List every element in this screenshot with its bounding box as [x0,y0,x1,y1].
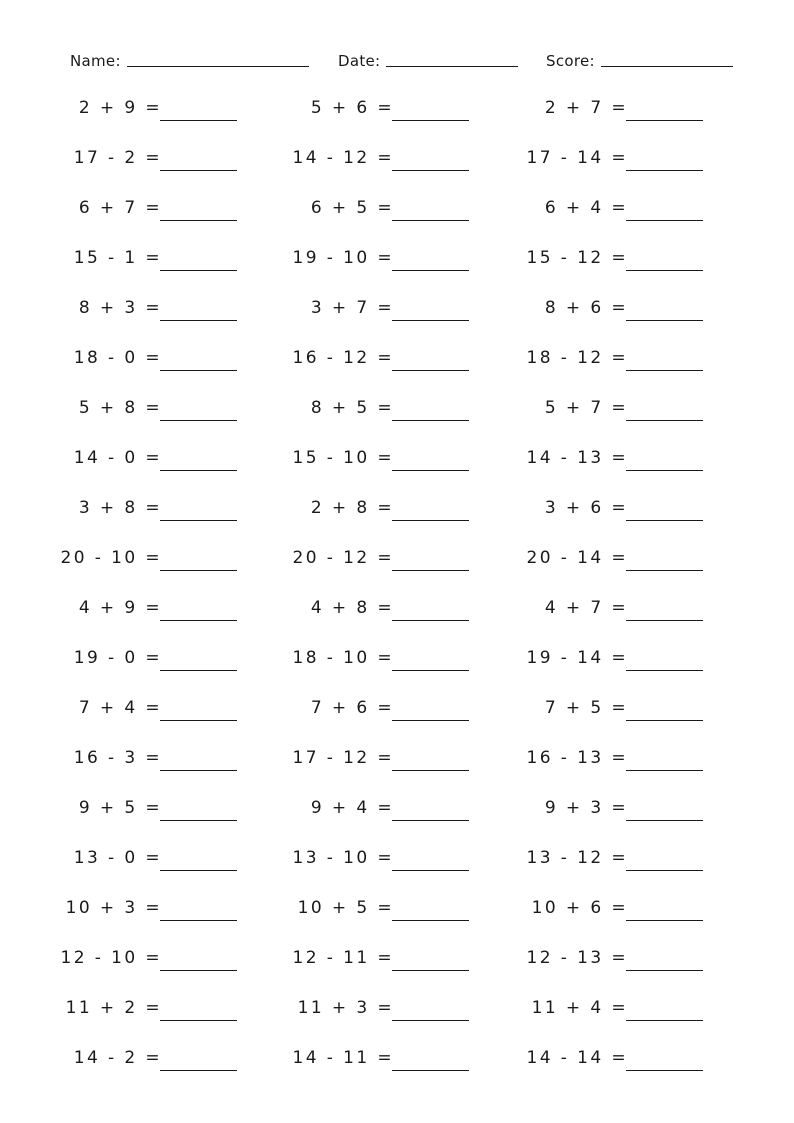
equation-text: 15 - 1 = [73,248,162,268]
answer-blank[interactable] [160,670,237,671]
equation-text: 14 - 13 = [526,448,628,468]
problem-row [68,392,308,442]
answer-blank[interactable] [626,670,703,671]
answer-blank[interactable] [626,170,703,171]
answer-blank[interactable] [626,620,703,621]
equation-text: 5 + 8 = [78,398,162,418]
problem-row [526,242,774,292]
equation-text: 18 - 12 = [526,348,628,368]
answer-blank[interactable] [626,270,703,271]
answer-blank[interactable] [626,420,703,421]
equation-text: 20 - 10 = [60,548,162,568]
equation-text: 16 - 3 = [73,748,162,768]
problem-row [526,142,774,192]
problem-row [297,992,540,1042]
equation-text: 3 + 7 = [310,298,394,318]
answer-blank[interactable] [392,570,469,571]
equation-text: 10 + 5 = [297,898,394,918]
problem-row [68,642,308,692]
answer-blank[interactable] [392,720,469,721]
date-blank-line[interactable] [386,66,518,67]
problem-row [68,492,308,542]
problem-row [292,342,540,392]
problem-row [534,692,774,742]
score-blank-line[interactable] [601,66,733,67]
equation-text: 13 - 0 = [73,848,162,868]
equation-text: 7 + 5 = [544,698,628,718]
answer-blank[interactable] [626,770,703,771]
equation-text: 18 - 0 = [73,348,162,368]
problem-row [68,442,308,492]
answer-blank[interactable] [392,470,469,471]
answer-blank[interactable] [392,620,469,621]
problem-row [60,942,308,992]
date-field[interactable] [338,48,518,70]
equation-text: 12 - 10 = [60,948,162,968]
problem-row [534,392,774,442]
answer-blank[interactable] [160,120,237,121]
answer-blank[interactable] [160,970,237,971]
equation-text: 2 + 9 = [78,98,162,118]
problem-row [292,542,540,592]
equation-text: 20 - 12 = [292,548,394,568]
equation-text: 14 - 11 = [292,1048,394,1068]
answer-blank[interactable] [626,1020,703,1021]
answer-blank[interactable] [626,220,703,221]
name-blank-line[interactable] [127,66,309,67]
answer-blank[interactable] [392,820,469,821]
problem-row [68,792,308,842]
answer-blank[interactable] [160,770,237,771]
equation-text: 7 + 6 = [310,698,394,718]
answer-blank[interactable] [160,470,237,471]
answer-blank[interactable] [392,420,469,421]
answer-blank[interactable] [160,420,237,421]
answer-blank[interactable] [392,120,469,121]
equation-text: 11 + 4 = [531,998,628,1018]
equation-text: 13 - 12 = [526,848,628,868]
answer-blank[interactable] [392,920,469,921]
problem-row [68,592,308,642]
equation-text: 5 + 6 = [310,98,394,118]
problem-row [300,192,540,242]
problem-row [65,892,308,942]
problem-column-1 [60,92,308,1092]
answer-blank[interactable] [160,820,237,821]
answer-blank[interactable] [626,920,703,921]
equation-text: 12 - 13 = [526,948,628,968]
equation-text: 14 - 0 = [73,448,162,468]
equation-text: 10 + 6 = [531,898,628,918]
answer-blank[interactable] [626,870,703,871]
problem-row [300,592,540,642]
answer-blank[interactable] [626,520,703,521]
answer-blank[interactable] [392,370,469,371]
equation-text: 19 - 0 = [73,648,162,668]
answer-blank[interactable] [160,1020,237,1021]
problem-row [68,242,308,292]
equation-text: 6 + 4 = [544,198,628,218]
answer-blank[interactable] [160,870,237,871]
problem-row [297,892,540,942]
equation-text: 19 - 14 = [526,648,628,668]
equation-text: 4 + 7 = [544,598,628,618]
equation-text: 9 + 5 = [78,798,162,818]
worksheet-header [0,48,794,70]
equation-text: 3 + 8 = [78,498,162,518]
answer-blank[interactable] [160,320,237,321]
problem-row [292,242,540,292]
problem-row [531,892,774,942]
equation-text: 14 - 14 = [526,1048,628,1068]
equation-text: 9 + 3 = [544,798,628,818]
problem-row [534,192,774,242]
score-label: Score: [546,52,595,70]
problem-row [68,292,308,342]
answer-blank[interactable] [160,920,237,921]
problem-row [68,142,308,192]
equation-text: 20 - 14 = [526,548,628,568]
date-label: Date: [338,52,381,70]
answer-blank[interactable] [626,470,703,471]
equation-text: 15 - 10 = [292,448,394,468]
problem-row [68,1042,308,1092]
answer-blank[interactable] [392,520,469,521]
problem-row [300,792,540,842]
problem-row [531,992,774,1042]
problem-row [526,742,774,792]
answer-blank[interactable] [392,1020,469,1021]
answer-blank[interactable] [160,1070,237,1071]
problem-row [526,942,774,992]
answer-blank[interactable] [392,170,469,171]
answer-blank[interactable] [626,1070,703,1071]
answer-blank[interactable] [160,370,237,371]
problem-row [68,342,308,392]
answer-blank[interactable] [392,970,469,971]
equation-text: 3 + 6 = [544,498,628,518]
equation-text: 7 + 4 = [78,698,162,718]
answer-blank[interactable] [626,120,703,121]
problem-row [292,442,540,492]
problem-row [292,842,540,892]
problem-row [292,1042,540,1092]
equation-text: 11 + 3 = [297,998,394,1018]
answer-blank[interactable] [392,670,469,671]
problem-row [68,92,308,142]
problem-row [526,442,774,492]
score-field[interactable] [546,48,733,70]
problem-row [68,192,308,242]
problem-row [534,492,774,542]
problem-column-2 [292,92,540,1092]
answer-blank[interactable] [392,320,469,321]
problem-row [68,842,308,892]
answer-blank[interactable] [392,770,469,771]
answer-blank[interactable] [160,270,237,271]
equation-text: 12 - 11 = [292,948,394,968]
equation-text: 8 + 3 = [78,298,162,318]
problem-row [526,342,774,392]
equation-text: 11 + 2 = [65,998,162,1018]
equation-text: 17 - 12 = [292,748,394,768]
problem-row [65,992,308,1042]
problem-row [292,942,540,992]
answer-blank[interactable] [392,1070,469,1071]
answer-blank[interactable] [392,270,469,271]
equation-text: 8 + 5 = [310,398,394,418]
problem-row [68,692,308,742]
equation-text: 4 + 9 = [78,598,162,618]
equation-text: 5 + 7 = [544,398,628,418]
problem-row [68,742,308,792]
problem-row [300,292,540,342]
problem-column-3 [526,92,774,1092]
name-label: Name: [70,52,121,70]
answer-blank[interactable] [626,970,703,971]
equation-text: 14 - 12 = [292,148,394,168]
equation-text: 19 - 10 = [292,248,394,268]
problem-row [526,1042,774,1092]
equation-text: 6 + 7 = [78,198,162,218]
problem-row [534,292,774,342]
equation-text: 2 + 8 = [310,498,394,518]
answer-blank[interactable] [626,320,703,321]
answer-blank[interactable] [626,370,703,371]
equation-text: 6 + 5 = [310,198,394,218]
problem-row [300,692,540,742]
problem-row [526,542,774,592]
equation-text: 17 - 2 = [73,148,162,168]
answer-blank[interactable] [626,570,703,571]
equation-text: 4 + 8 = [310,598,394,618]
equation-text: 18 - 10 = [292,648,394,668]
problem-row [300,492,540,542]
answer-blank[interactable] [160,220,237,221]
problem-row [292,742,540,792]
answer-blank[interactable] [160,520,237,521]
equation-text: 14 - 2 = [73,1048,162,1068]
answer-blank[interactable] [160,570,237,571]
answer-blank[interactable] [626,820,703,821]
answer-blank[interactable] [160,720,237,721]
problem-row [534,792,774,842]
name-field[interactable] [70,48,309,70]
equation-text: 10 + 3 = [65,898,162,918]
problem-row [60,542,308,592]
equation-text: 17 - 14 = [526,148,628,168]
equation-text: 16 - 13 = [526,748,628,768]
answer-blank[interactable] [160,170,237,171]
problem-row [292,642,540,692]
equation-text: 16 - 12 = [292,348,394,368]
equation-text: 13 - 10 = [292,848,394,868]
problem-row [526,642,774,692]
problem-row [534,92,774,142]
answer-blank[interactable] [160,620,237,621]
equation-text: 15 - 12 = [526,248,628,268]
problem-row [526,842,774,892]
problem-row [300,92,540,142]
answer-blank[interactable] [392,220,469,221]
equation-text: 2 + 7 = [544,98,628,118]
problem-row [300,392,540,442]
problem-row [534,592,774,642]
answer-blank[interactable] [626,720,703,721]
problem-row [292,142,540,192]
equation-text: 8 + 6 = [544,298,628,318]
answer-blank[interactable] [392,870,469,871]
equation-text: 9 + 4 = [310,798,394,818]
